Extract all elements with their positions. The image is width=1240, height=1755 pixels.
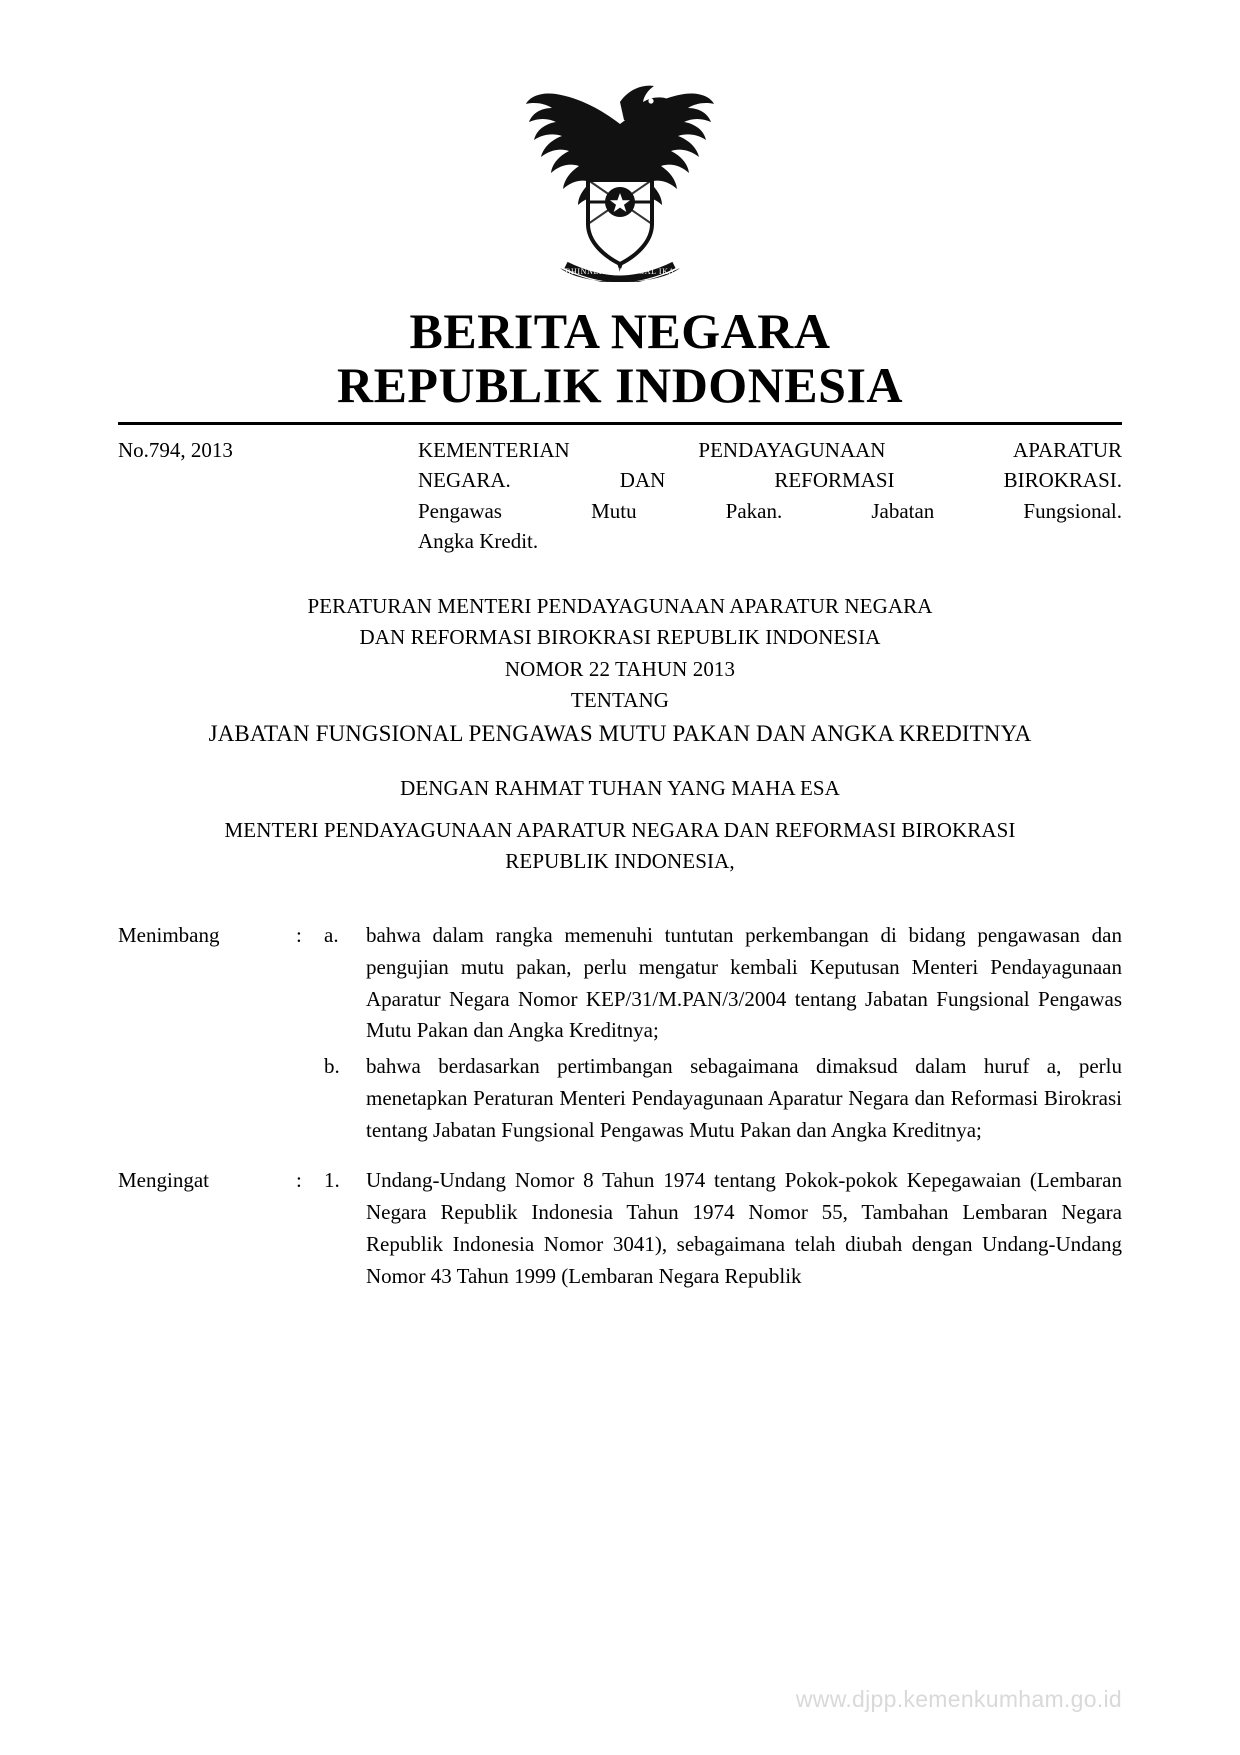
considerations-colon: : (296, 922, 302, 947)
regulation-title-line-1: PERATURAN MENTERI PENDAYAGUNAAN APARATUR NEGARA (307, 593, 933, 618)
footer-watermark-url: www.djpp.kemenkumham.go.id (795, 1686, 1122, 1712)
considerations-text-a: bahwa dalam rangka memenuhi tuntutan perkembangan di bidang pengawasan dan pengujian mutu pakan, perlu mengatur kembali Keputusan Menteri Pendayagunaan Aparatur Negara Nomor KEP/31/M.PAN/3/2004 tentang Jabatan Fungsional Pengawas Mutu Pakan dan Angka Kreditnya; (366, 922, 1122, 1043)
legal-basis-text-1: Undang-Undang Nomor 8 Tahun 1974 tentang Pokok-pokok Kepegawaian (Lembaran Negara Republik Indonesia Tahun 1974 Nomor 55, Tambahan Lembaran Negara Republik Indonesia Nomor 3041), sebagaimana telah diubah dengan Undang-Undang Nomor 43 Tahun 1999 (Lembaran Negara Republik (366, 1168, 1122, 1288)
legal-basis-label: Mengingat (118, 1168, 209, 1193)
considerations-label: Menimbang (118, 922, 220, 947)
regulation-subject: JABATAN FUNGSIONAL PENGAWAS MUTU PAKAN DAN ANGKA KREDITNYA (208, 720, 1032, 746)
masthead-divider (118, 422, 1122, 425)
issue-description-line: Angka Kredit. (418, 529, 539, 554)
issue-header (118, 435, 1122, 557)
regulation-number: NOMOR 22 TAHUN 2013 (504, 656, 736, 681)
considerations-item-b (118, 1051, 1122, 1147)
considerations-text-b: bahwa berdasarkan pertimbangan sebagaimana dimaksud dalam huruf a, perlu menetapkan Peraturan Menteri Pendayagunaan Aparatur Negara dan Reformasi Birokrasi tentang Jabatan Fungsional Pengawas Mutu Pakan dan Angka Kreditnya; (366, 1054, 1122, 1143)
masthead-line-1: BERITA NEGARA (409, 303, 831, 359)
authority-line-2: REPUBLIK INDONESIA, (505, 849, 735, 874)
blessing-line: DENGAN RAHMAT TUHAN YANG MAHA ESA (400, 776, 840, 801)
considerations-marker-b: b. (324, 1054, 340, 1079)
issue-description-line: KEMENTERIAN PENDAYAGUNAAN APARATUR (418, 438, 1122, 462)
legal-basis-colon: : (296, 1168, 302, 1193)
authority-line-1: MENTERI PENDAYAGUNAAN APARATUR NEGARA DAN REFORMASI BIROKRASI (224, 817, 1016, 842)
regulation-title-line-2: DAN REFORMASI BIROKRASI REPUBLIK INDONESIA (359, 625, 881, 650)
emblem-container (118, 72, 1122, 298)
issue-description-line: Pengawas Mutu Pakan. Jabatan Fungsional. (418, 498, 1122, 523)
masthead-line-2: REPUBLIK INDONESIA (336, 357, 904, 413)
regulation-about-label: TENTANG (570, 688, 670, 713)
considerations-marker-a: a. (324, 922, 339, 947)
regulation-title-block (118, 591, 1122, 878)
document-body (118, 920, 1122, 1293)
issue-number: No.794, 2013 (118, 438, 233, 462)
svg-text:BHINNEKA TUNGGAL IKA: BHINNEKA TUNGGAL IKA (565, 267, 675, 276)
considerations-item-a (118, 920, 1122, 1048)
title-spacer-2 (118, 805, 1122, 815)
title-spacer (118, 751, 1122, 773)
garuda-pancasila-emblem (520, 72, 720, 282)
issue-description (418, 435, 1122, 557)
issue-description-line: NEGARA. DAN REFORMASI BIROKRASI. (418, 468, 1122, 493)
legal-basis-marker-1: 1. (324, 1168, 340, 1193)
masthead (118, 304, 1122, 412)
legal-basis-item-1 (118, 1165, 1122, 1293)
body-spacer (118, 1151, 1122, 1165)
